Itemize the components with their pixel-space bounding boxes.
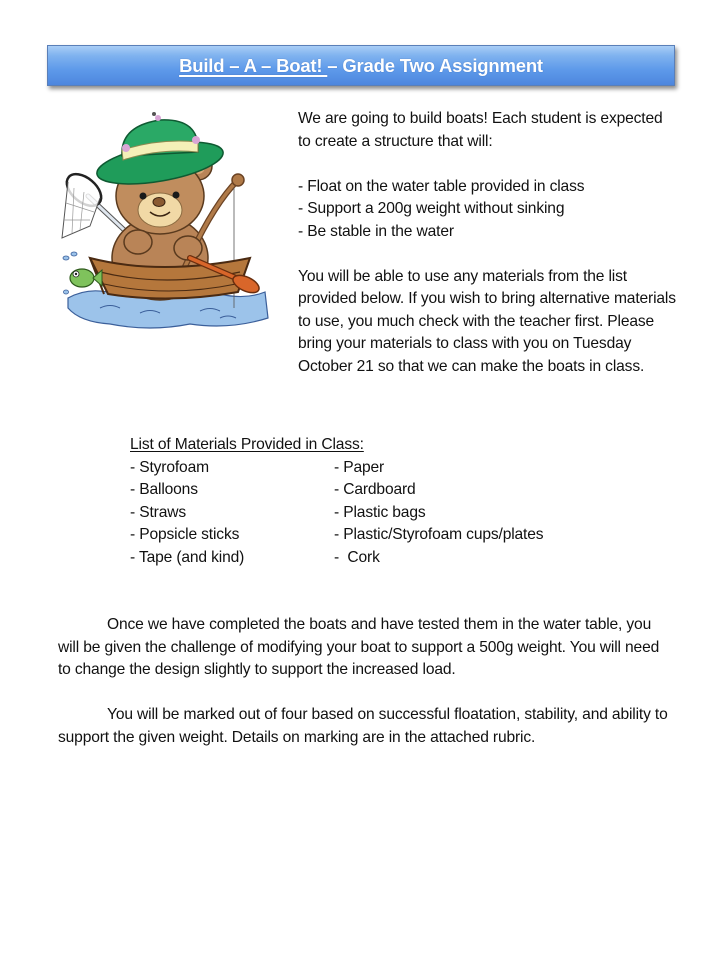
- materials-grid: [130, 457, 610, 570]
- intro-paragraph: We are going to build boats! Each student is expected to create a structure that will:: [298, 110, 663, 150]
- title-rest: – Grade Two Assignment: [327, 54, 543, 76]
- title-banner: [47, 45, 675, 86]
- material-item: - Paper: [334, 458, 385, 476]
- marking-paragraph: You will be marked out of four based on successful floatation, stability, and ability to support the given weight. Details on marking are in the attached rubric.: [58, 706, 668, 746]
- material-item: - Plastic/Styrofoam cups/plates: [334, 526, 544, 543]
- material-item: - Styrofoam: [130, 458, 209, 476]
- material-item: - Cork: [334, 548, 380, 566]
- material-item: - Balloons: [130, 481, 198, 498]
- material-item: - Tape (and kind): [130, 548, 245, 566]
- material-item: - Straws: [130, 503, 186, 521]
- bear-fishing-boat-illustration: [60, 108, 275, 333]
- requirement-item: - Float on the water table provided in class: [298, 177, 585, 195]
- materials-list: [130, 434, 610, 569]
- spacer: [58, 682, 668, 705]
- page-title: [179, 55, 543, 77]
- materials-list-title: List of Materials Provided in Class:: [130, 436, 364, 453]
- requirement-item: - Be stable in the water: [298, 222, 454, 240]
- body-section: [58, 614, 668, 749]
- spacer: [298, 243, 678, 266]
- title-underlined-part: Build – A – Boat!: [179, 54, 328, 76]
- requirement-item: - Support a 200g weight without sinking: [298, 200, 565, 217]
- intro-section: [298, 108, 678, 378]
- challenge-paragraph: Once we have completed the boats and have tested them in the water table, you will be given the challenge of modifying your boat to support a 500g weight. You will need to change the design slightly to support the increased load.: [58, 616, 660, 678]
- material-item: - Popsicle sticks: [130, 526, 240, 543]
- material-item: - Plastic bags: [334, 503, 426, 521]
- material-item: - Cardboard: [334, 481, 416, 498]
- bear-illustration-icon: [60, 108, 275, 333]
- materials-instructions-paragraph: You will be able to use any materials from the list provided below. If you wish to bring alternative materials to use, you much check with the teacher first. Please bring your materials to class with you on Tuesday October 21 so that we can make the boats in class.: [298, 267, 676, 375]
- spacer: [298, 153, 678, 176]
